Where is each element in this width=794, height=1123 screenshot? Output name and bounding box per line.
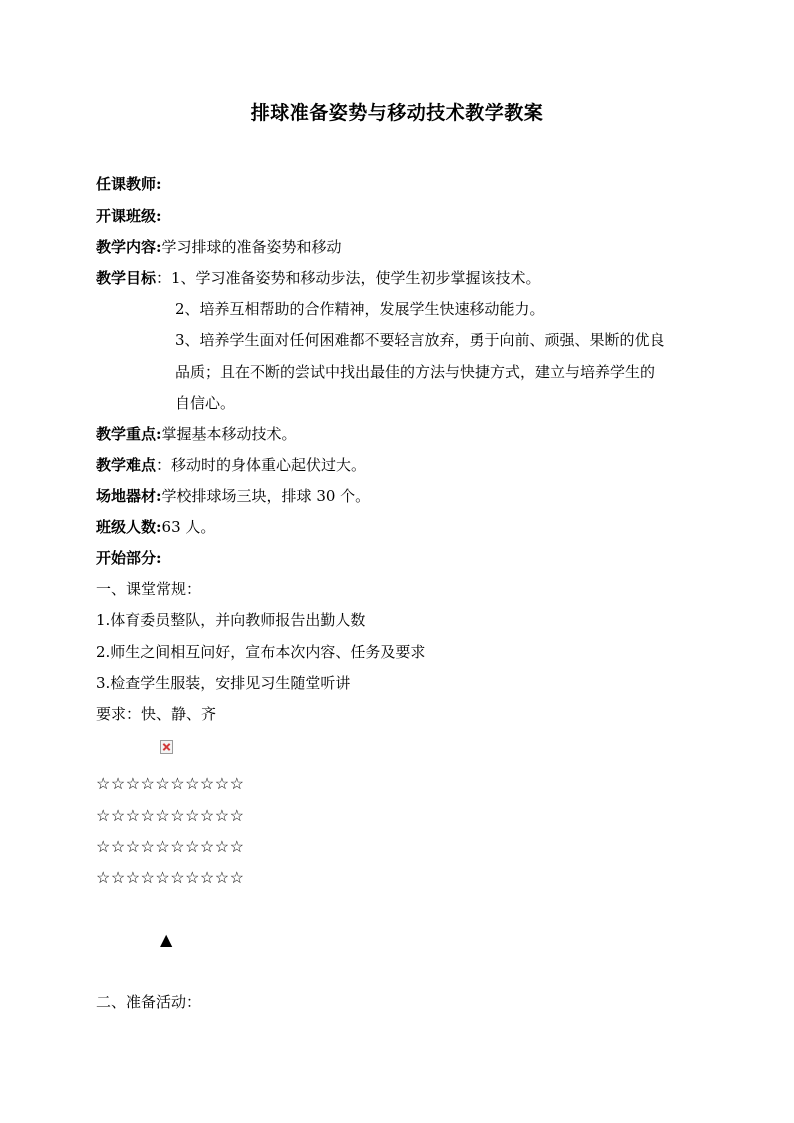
section1-title: 一、课堂常规： — [96, 580, 202, 598]
goal-text: ：1、学习准备姿势和移动步法，使学生初步掌握该技术。 — [156, 269, 541, 287]
broken-image-icon — [160, 740, 173, 754]
key-line — [96, 424, 297, 444]
formation-row: ☆☆☆☆☆☆☆☆☆☆ — [96, 806, 245, 825]
goal-line: 3、培养学生面对任何困难都不要轻言放弃，勇于向前、顽强、果断的优良 — [175, 331, 665, 349]
key-label: 教学重点: — [96, 425, 162, 443]
class-label: 开课班级: — [96, 207, 162, 225]
difficulty-value: ：移动时的身体重心起伏过大。 — [156, 456, 367, 474]
requirement-line: 要求：快、静、齐 — [96, 705, 217, 723]
equipment-label: 场地器材: — [96, 487, 162, 505]
goal-line: 品质；且在不断的尝试中找出最佳的方法与快捷方式，建立与培养学生的 — [175, 363, 656, 381]
content-value: 学习排球的准备姿势和移动 — [161, 238, 342, 256]
start-label: 开始部分: — [96, 549, 162, 567]
teacher-label: 任课教师: — [96, 175, 162, 193]
routine-item: 1.体育委员整队，并向教师报告出勤人数 — [96, 611, 366, 629]
teacher-triangle-icon: ▲ — [160, 930, 173, 949]
key-value: 掌握基本移动技术。 — [161, 425, 297, 443]
difficulty-label: 教学难点 — [96, 456, 157, 474]
document-title: 排球准备姿势与移动技术教学教案 — [250, 102, 544, 124]
start-line — [96, 548, 162, 568]
class-line — [96, 206, 162, 226]
content-line — [96, 237, 342, 257]
goal-line: 2、培养互相帮助的合作精神，发展学生快速移动能力。 — [175, 300, 545, 318]
students-value: 63 人。 — [161, 518, 216, 536]
routine-item: 2.师生之间相互问好，宣布本次内容、任务及要求 — [96, 643, 426, 661]
content-label: 教学内容: — [96, 238, 162, 256]
students-line — [96, 517, 215, 537]
section2-title: 二、准备活动： — [96, 993, 202, 1011]
students-label: 班级人数: — [96, 518, 162, 536]
difficulty-line — [96, 455, 366, 475]
teacher-line — [96, 174, 162, 194]
goals-label: 教学目标 — [96, 269, 157, 287]
goals-line-1 — [96, 268, 541, 288]
goal-line: 自信心。 — [175, 394, 236, 412]
routine-item: 3.检查学生服装，安排见习生随堂听讲 — [96, 674, 351, 692]
equipment-line — [96, 486, 370, 506]
equipment-value: 学校排球场三块，排球 30 个。 — [161, 487, 371, 505]
formation-row: ☆☆☆☆☆☆☆☆☆☆ — [96, 774, 245, 793]
formation-row: ☆☆☆☆☆☆☆☆☆☆ — [96, 868, 245, 887]
formation-row: ☆☆☆☆☆☆☆☆☆☆ — [96, 837, 245, 856]
